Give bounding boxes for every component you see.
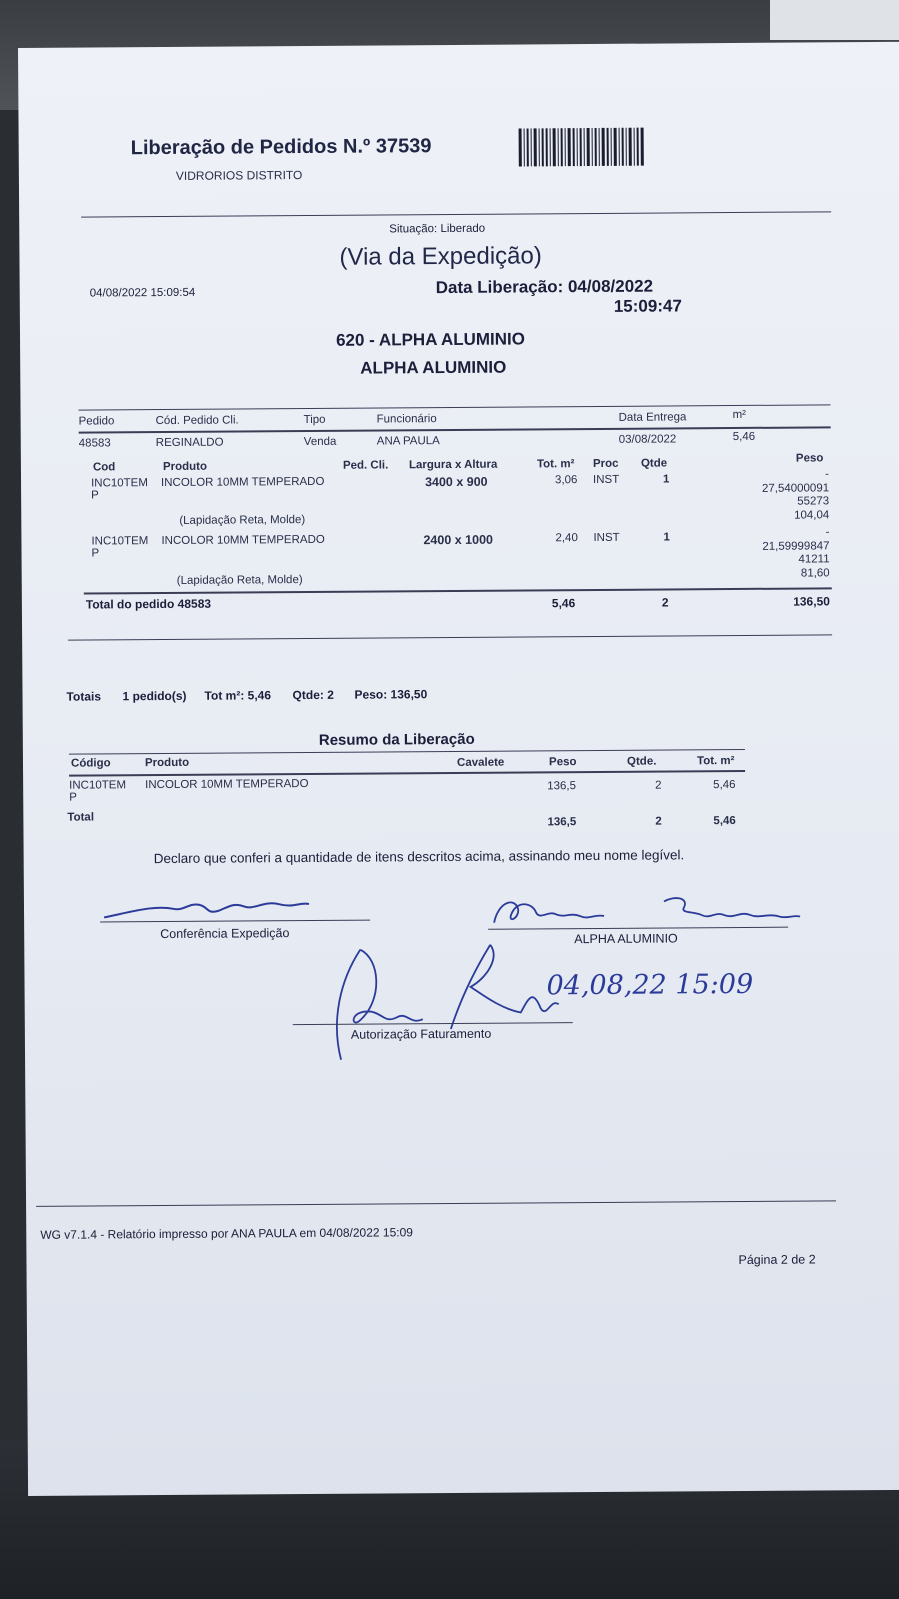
footer-rule <box>36 1200 836 1207</box>
header-divider <box>81 211 831 217</box>
item-dimensions: 3400 x 900 <box>424 474 488 490</box>
item-col-produto: Produto <box>162 460 208 473</box>
order-tipo: Venda <box>303 435 337 449</box>
item-col-largura-altura: Largura x Altura <box>408 458 498 472</box>
printed-timestamp: 04/08/2022 15:09:54 <box>89 286 196 300</box>
cliente-signature-scribble <box>484 880 814 932</box>
col-funcionario: Funcionário <box>376 413 437 426</box>
col-pedido: Pedido <box>78 415 115 428</box>
footer-page-number: Página 2 de 2 <box>738 1252 816 1267</box>
client-code-name: 620 - ALPHA ALUMINIO <box>335 329 526 350</box>
autorizacao-label: Autorização Faturamento <box>350 1026 492 1042</box>
company-name: VIDRORIOS DISTRITO <box>175 168 303 183</box>
item-col-cod: Cod <box>92 461 116 474</box>
col-tipo: Tipo <box>303 413 326 427</box>
totais-qtde: Qtde: 2 <box>292 687 334 703</box>
item-qtde: 1 <box>663 531 670 544</box>
resumo-top-rule <box>69 749 745 755</box>
conferencia-signature-scribble <box>94 888 374 930</box>
item-peso-value-cont: 41211 <box>798 553 830 566</box>
item-produto: INCOLOR 10MM TEMPERADO <box>160 475 325 490</box>
order-pedido: 48583 <box>78 437 111 450</box>
item-proc: INST <box>592 473 620 486</box>
handwritten-date: 04,08,22 15:09 <box>546 968 754 1002</box>
item-peso-total: 104,04 <box>794 509 830 522</box>
order-total-label: Total do pedido 48583 <box>85 596 212 612</box>
order-cod-pedido-cli: REGINALDO <box>155 436 224 450</box>
resumo-total-peso: 136,5 <box>547 816 577 829</box>
conferencia-label: Conferência Expedição <box>160 926 290 942</box>
declaration-text: Declaro que conferi a quantidade de itens descritos acima, assinando meu nome legível. <box>153 847 685 867</box>
resumo-total-qtde: 2 <box>655 815 662 828</box>
order-data-entrega: 03/08/2022 <box>618 433 677 446</box>
item-cod-suffix: P <box>91 489 99 502</box>
order-total-qtde: 2 <box>661 595 669 610</box>
item-dimensions: 2400 x 1000 <box>423 532 494 548</box>
item-cod: INC10TEM <box>91 477 148 490</box>
barcode <box>519 128 646 167</box>
item-col-tot-m2: Tot. m² <box>536 458 575 471</box>
resumo-header-rule <box>69 770 745 777</box>
resumo-col-tot-m2: Tot. m² <box>696 755 735 768</box>
item-col-qtde: Qtde <box>640 457 668 470</box>
totais-pedidos: 1 pedido(s) <box>122 688 187 704</box>
order-m2: 5,46 <box>732 430 756 444</box>
item-col-peso: Peso <box>795 452 824 465</box>
item-peso-dash: - <box>825 468 830 481</box>
col-cod-pedido-cli: Cód. Pedido Cli. <box>155 414 239 428</box>
resumo-col-peso: Peso <box>548 756 577 769</box>
background-paper-corner <box>770 0 899 40</box>
resumo-total-label: Total <box>67 811 95 824</box>
document-page <box>18 42 899 1496</box>
item-peso-value: 27,54000091 <box>761 482 830 495</box>
data-liberacao: Data Liberação: 04/08/2022 <box>435 276 654 298</box>
item-col-proc: Proc <box>592 457 619 470</box>
item-peso-dash: - <box>825 526 830 539</box>
resumo-col-cavalete: Cavalete <box>456 756 505 769</box>
item-col-ped-cli: Ped. Cli. <box>342 459 389 472</box>
footer-printed-by: WG v7.1.4 - Relatório impresso por ANA PAULA em 04/08/2022 15:09 <box>40 1225 413 1242</box>
totais-peso: Peso: 136,50 <box>354 687 428 702</box>
totais-label: Totais <box>66 689 102 704</box>
document-title: Liberação de Pedidos N.º 37539 <box>130 135 432 160</box>
cliente-label: ALPHA ALUMINIO <box>574 931 678 947</box>
item-obs: (Lapidação Reta, Molde) <box>176 574 303 587</box>
resumo-codigo: INC10TEM <box>69 779 127 792</box>
item-tot-m2: 2,40 <box>555 532 578 545</box>
item-qtde: 1 <box>662 473 670 486</box>
item-peso-total: 81,60 <box>800 567 830 580</box>
resumo-col-produto: Produto <box>144 756 190 770</box>
order-total-m2: 5,46 <box>551 596 576 611</box>
resumo-codigo-suffix: P <box>69 791 77 804</box>
resumo-peso: 136,5 <box>547 780 576 793</box>
order-funcionario: ANA PAULA <box>376 435 440 448</box>
autorizacao-signature-scribble <box>310 937 791 1070</box>
order-table-top-rule <box>79 404 831 410</box>
item-peso-value-cont: 55273 <box>797 495 830 508</box>
via-label: (Via da Expedição) <box>339 242 542 271</box>
item-proc: INST <box>593 531 620 544</box>
resumo-title: Resumo da Liberação <box>318 730 475 749</box>
order-total-rule <box>84 587 832 594</box>
client-name: ALPHA ALUMINIO <box>360 357 507 378</box>
data-liberacao-time: 15:09:47 <box>613 296 682 316</box>
col-m2: m² <box>732 408 747 422</box>
resumo-produto: INCOLOR 10MM TEMPERADO <box>145 777 309 792</box>
order-section-end-rule <box>68 634 832 640</box>
situacao: Situação: Liberado <box>389 222 486 236</box>
item-obs: (Lapidação Reta, Molde) <box>179 514 306 527</box>
item-cod-suffix: P <box>91 547 100 560</box>
item-peso-value: 21,59999847 <box>762 540 830 553</box>
col-data-entrega: Data Entrega <box>618 411 687 424</box>
item-produto: INCOLOR 10MM TEMPERADO <box>161 533 325 548</box>
order-table-header-rule <box>79 426 831 433</box>
totais-tot-m2: Tot m²: 5,46 <box>204 688 272 703</box>
resumo-col-codigo: Código <box>70 757 111 770</box>
resumo-col-qtde: Qtde. <box>626 755 657 768</box>
resumo-tot-m2: 5,46 <box>713 779 736 792</box>
resumo-qtde: 2 <box>655 779 662 792</box>
order-total-peso: 136,50 <box>793 594 830 609</box>
item-cod: INC10TEM <box>91 535 149 548</box>
resumo-total-tot-m2: 5,46 <box>713 815 736 828</box>
item-tot-m2: 3,06 <box>554 474 578 487</box>
